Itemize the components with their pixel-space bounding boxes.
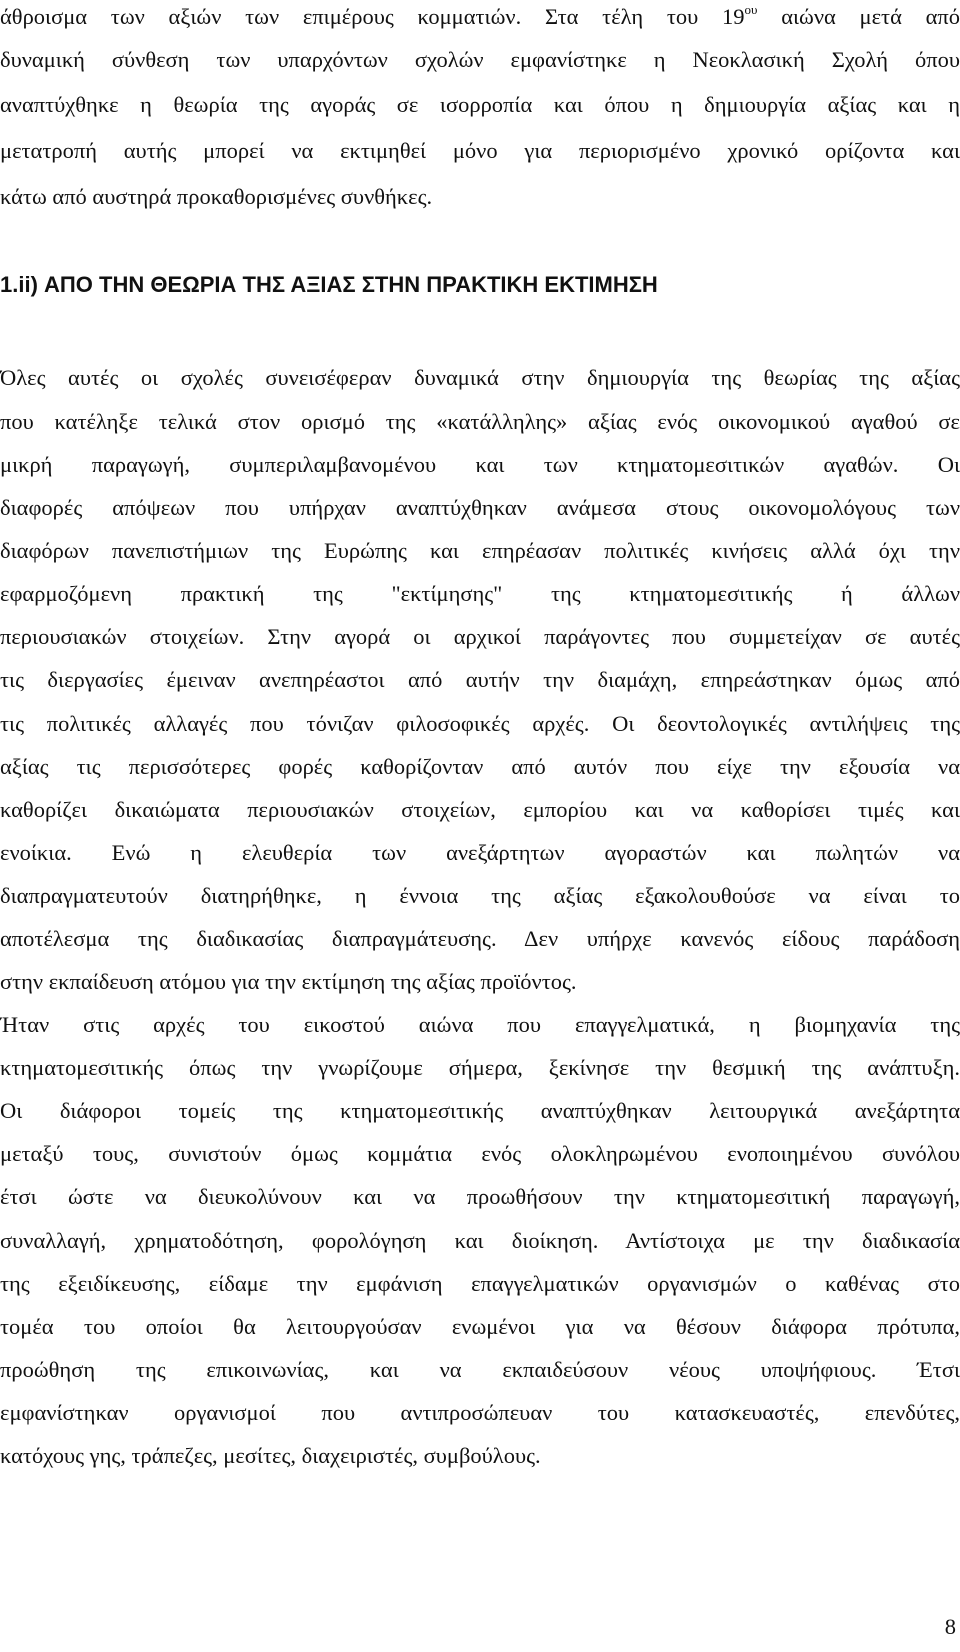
- text-line: κατόχους γης, τράπεζες, μεσίτες, διαχειριστές, συμβούλους.: [0, 1443, 541, 1468]
- text-line: καθορίζει δικαιώματα περιουσιακών στοιχείων, εμπορίου και να καθορίσει τιμές και: [0, 797, 960, 822]
- text-line: αναπτύχθηκε η θεωρία της αγοράς σε ισορροπία και όπου η δημιουργία αξίας και η: [0, 92, 960, 117]
- text-line: εφαρμοζόμενη πρακτική της "εκτίμησης" της κτηματομεσιτικής ή άλλων: [0, 581, 960, 606]
- text-line: δυναμική σύνθεση των υπαρχόντων σχολών εμφανίστηκε η Νεοκλασική Σχολή όπου: [0, 47, 960, 72]
- text-line: Ήταν στις αρχές του εικοστού αιώνα που επαγγελματικά, η βιομηχανία της: [0, 1012, 960, 1037]
- section-heading: 1.ii) ΑΠΟ ΤΗΝ ΘΕΩΡΙΑ ΤΗΣ ΑΞΙΑΣ ΣΤΗΝ ΠΡΑΚΤΙΚΗ ΕΚΤΙΜΗΣΗ: [0, 272, 658, 297]
- text-line: μεταξύ τους, συνιστούν όμως κομμάτια ενός ολοκληρωμένου ενοποιημένου συνόλου: [0, 1141, 960, 1166]
- text-line: [0, 0, 960, 34]
- text-fragment: άθροισμα των αξιών των επιμέρους κομματιών. Στα τέλη του 19: [0, 4, 745, 29]
- text-line: κτηματομεσιτικής όπως την γνωρίζουμε σήμερα, ξεκίνησε την θεσμική της ανάπτυξη.: [0, 1055, 960, 1080]
- text-line: αποτέλεσμα της διαδικασίας διαπραγμάτευσης. Δεν υπήρχε κανενός είδους παράδοση: [0, 926, 960, 951]
- text-line: έτσι ώστε να διευκολύνουν και να προωθήσουν την κτηματομεσιτική παραγωγή,: [0, 1184, 960, 1209]
- text-fragment: αιώνα μετά από: [757, 4, 960, 29]
- text-line: Οι διάφοροι τομείς της κτηματομεσιτικής αναπτύχθηκαν λειτουργικά ανεξάρτητα: [0, 1098, 960, 1123]
- text-line: περιουσιακών στοιχείων. Στην αγορά οι αρχικοί παράγοντες που συμμετείχαν σε αυτές: [0, 624, 960, 649]
- text-line: προώθηση της επικοινωνίας, και να εκπαιδεύσουν νέους υποψήφιους. Έτσι: [0, 1357, 960, 1382]
- text-line: τις πολιτικές αλλαγές που τόνιζαν φιλοσοφικές αρχές. Οι δεοντολογικές αντιλήψεις της: [0, 711, 960, 736]
- text-line: διαπραγματευτούν διατηρήθηκε, η έννοια της αξίας εξακολουθούσε να είναι το: [0, 883, 960, 908]
- text-line: ενοίκια. Ενώ η ελευθερία των ανεξάρτητων αγοραστών και πωλητών να: [0, 840, 960, 865]
- text-line: συναλλαγή, χρηματοδότηση, φορολόγηση και διοίκηση. Αντίστοιχα με την διαδικασία: [0, 1228, 960, 1253]
- text-line: αξίας τις περισσότερες φορές καθορίζονταν από αυτόν που είχε την εξουσία να: [0, 754, 960, 779]
- text-line: διαφόρων πανεπιστήμιων της Ευρώπης και επηρέασαν πολιτικές κινήσεις αλλά όχι την: [0, 538, 960, 563]
- superscript: ου: [744, 2, 758, 17]
- text-line: που κατέληξε τελικά στον ορισμό της «κατάλληλης» αξίας ενός οικονομικού αγαθού σε: [0, 409, 960, 434]
- text-line: διαφορές απόψεων που υπήρχαν αναπτύχθηκαν ανάμεσα στους οικονομολόγους των: [0, 495, 960, 520]
- page-number: 8: [944, 1614, 956, 1639]
- text-line: της εξειδίκευσης, είδαμε την εμφάνιση επαγγελματικών οργανισμών ο καθένας στο: [0, 1271, 960, 1296]
- text-line: εμφανίστηκαν οργανισμοί που αντιπροσώπευαν του κατασκευαστές, επενδύτες,: [0, 1400, 960, 1425]
- text-line: στην εκπαίδευση ατόμου για την εκτίμηση της αξίας προϊόντος.: [0, 969, 577, 994]
- text-line: μετατροπή αυτής μπορεί να εκτιμηθεί μόνο για περιορισμένο χρονικό ορίζοντα και: [0, 138, 960, 163]
- text-line: τις διεργασίες έμειναν ανεπηρέαστοι από αυτήν την διαμάχη, επηρεάστηκαν όμως από: [0, 667, 960, 692]
- text-line: Όλες αυτές οι σχολές συνεισέφεραν δυναμικά στην δημιουργία της θεωρίας της αξίας: [0, 365, 960, 390]
- text-line: τομέα του οποίοι θα λειτουργούσαν ενωμένοι για να θέσουν διάφορα πρότυπα,: [0, 1314, 960, 1339]
- text-line: κάτω από αυστηρά προκαθορισμένες συνθήκες.: [0, 184, 433, 209]
- text-line: μικρή παραγωγή, συμπεριλαμβανομένου και των κτηματομεσιτικών αγαθών. Οι: [0, 452, 960, 477]
